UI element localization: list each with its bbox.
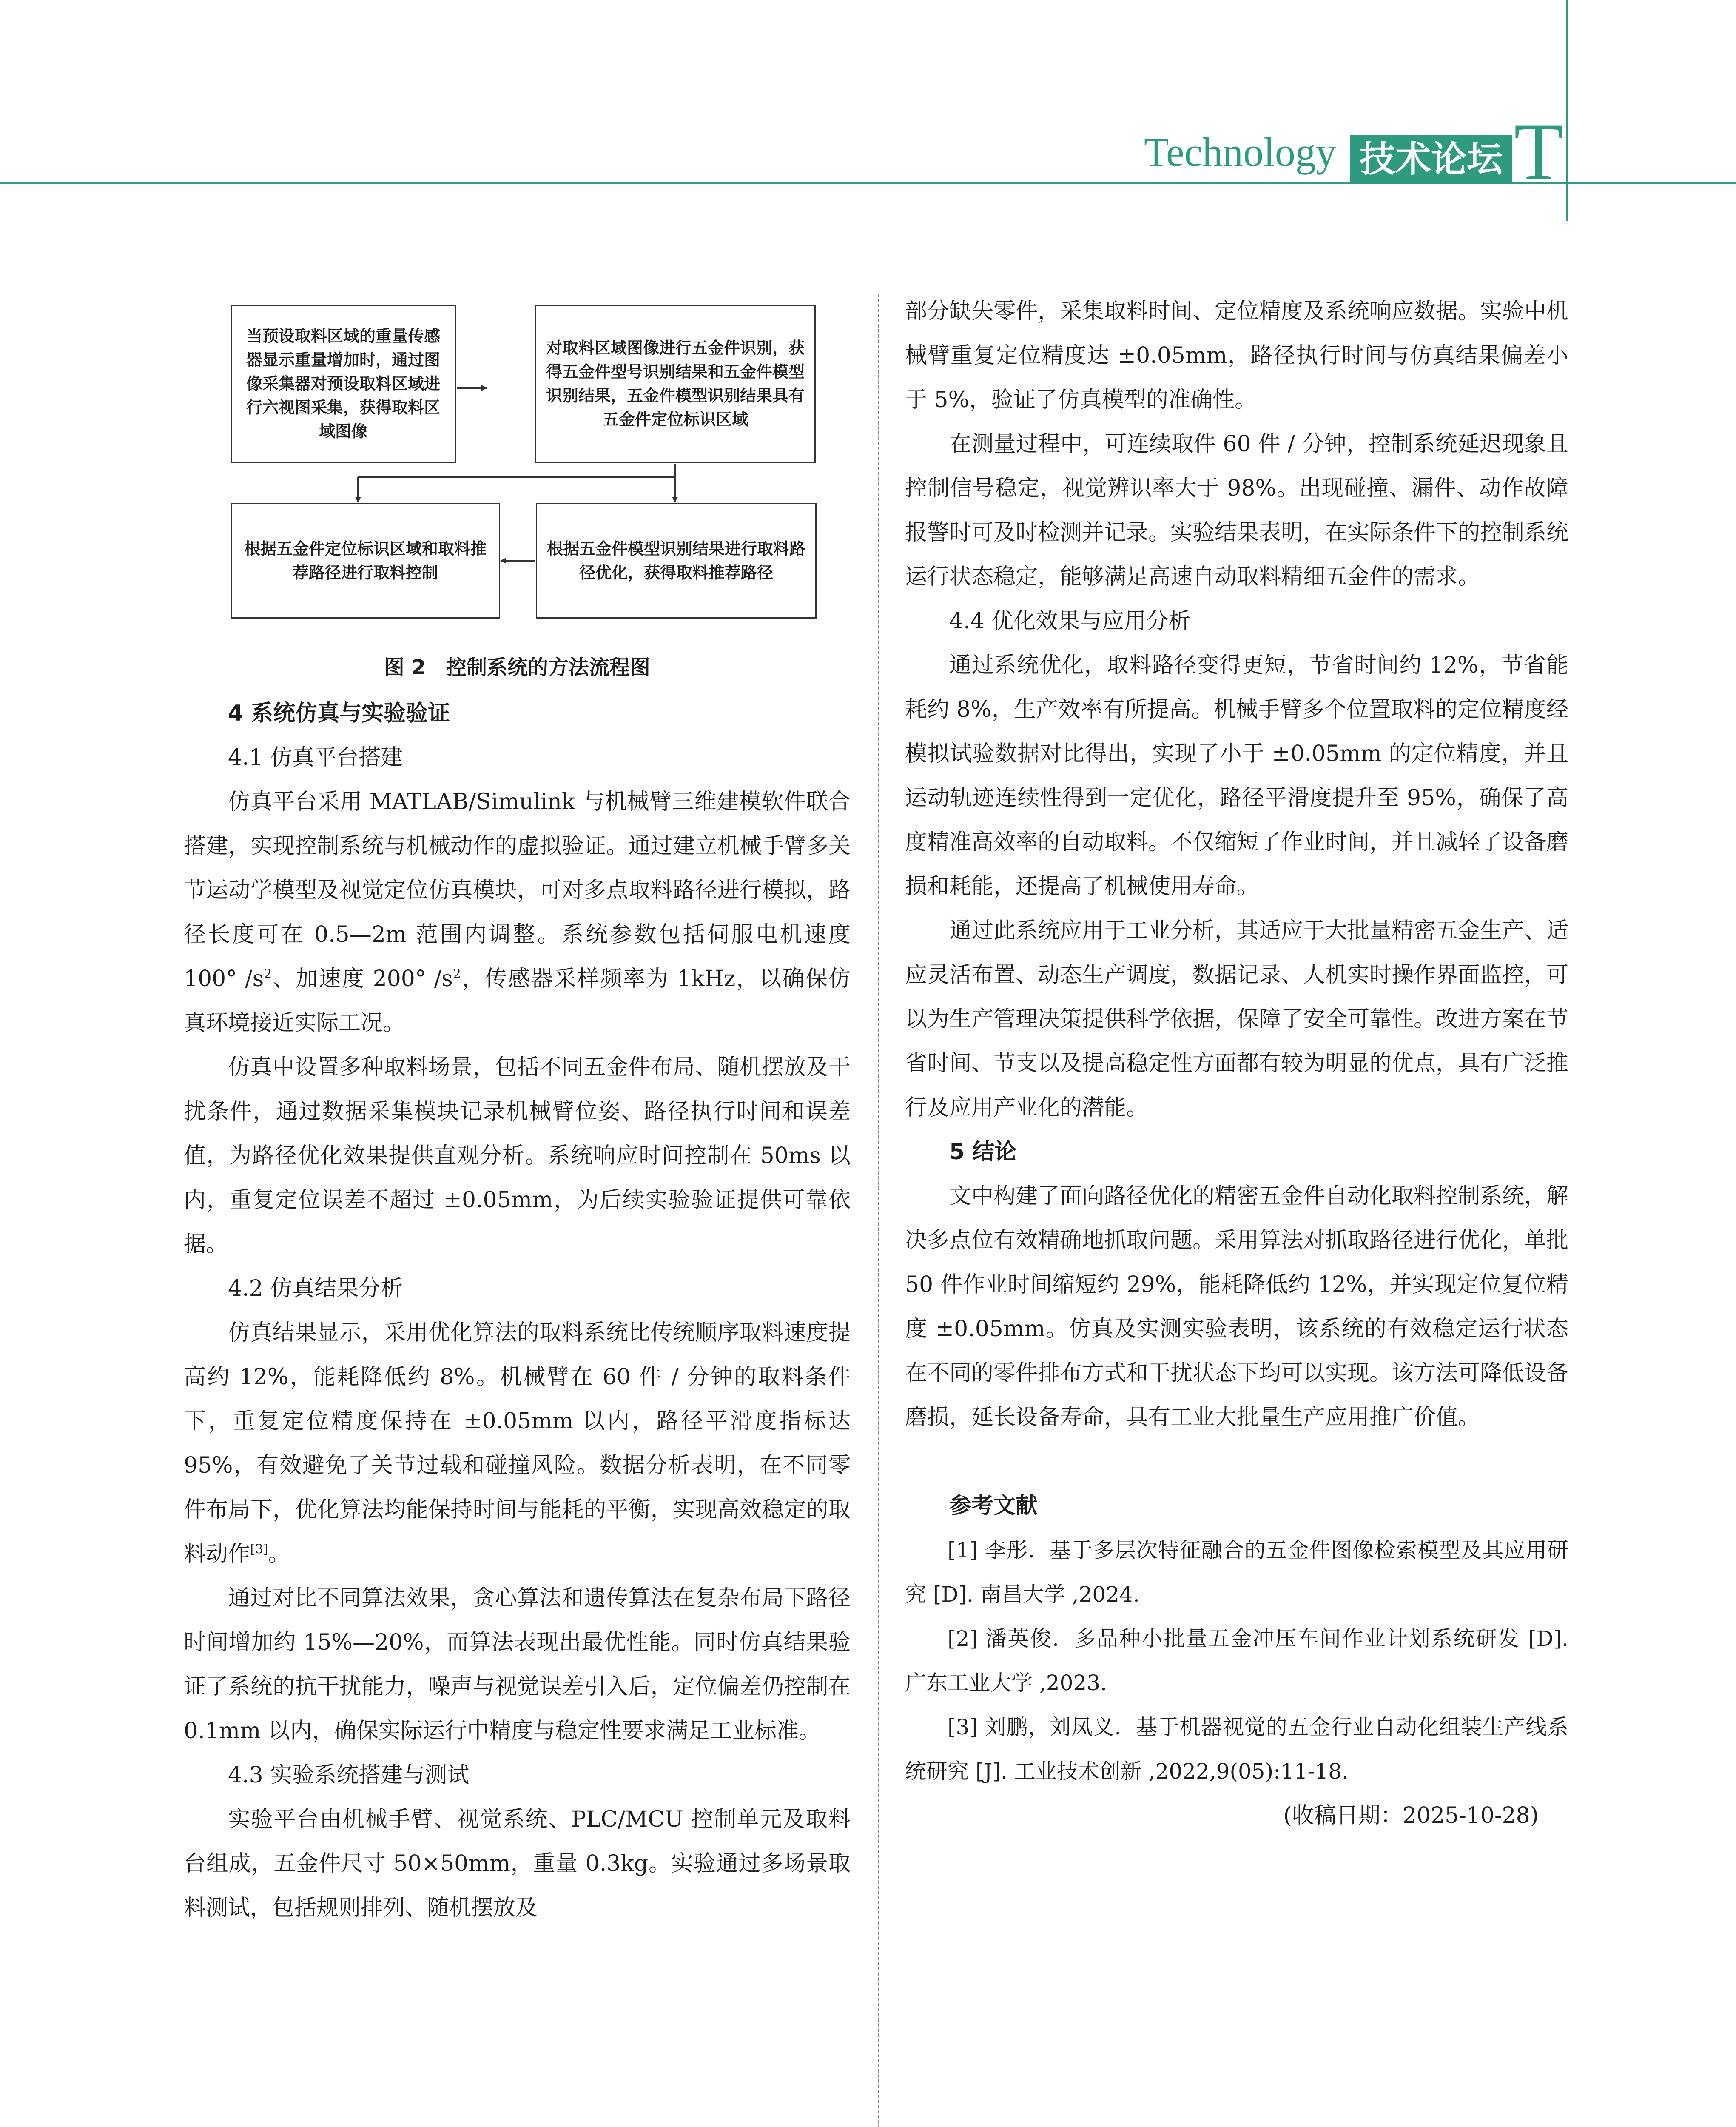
paragraph-4-2-a: 仿真结果显示，采用优化算法的取料系统比传统顺序取料速度提高约 12%，能耗降低约 8%。机械臂在 60 件 / 分钟的取料条件下，重复定位精度保持在 ±0.05mm 以内，路径平滑度指标达 95%，有效避免了关节过载和碰撞风险。数据分析表明，在不同零件布局下，优化算法均能保持时间与能耗的平衡，实现高效稳定的取料动作[3]。	[184, 1320, 851, 1567]
reference-item-2: [2] 潘英俊．多品种小批量五金冲压车间作业计划系统研发 [D]. 广东工业大学 ,2023.	[905, 1626, 1568, 1695]
citation-mark: [3]	[250, 1542, 268, 1557]
subsection-heading-4-3: 4.3 实验系统搭建与测试	[228, 1762, 470, 1788]
subsection-heading-4-1: 4.1 仿真平台搭建	[228, 745, 403, 770]
paragraph-4-3-a: 实验平台由机械手臂、视觉系统、PLC/MCU 控制单元及取料台组成，五金件尺寸 50×50mm，重量 0.3kg。实验通过多场景取料测试，包括规则排列、随机摆放及	[184, 1807, 851, 1921]
flow-box-3: 根据五金件模型识别结果进行取料路径优化，获得取料推荐路径	[536, 503, 817, 619]
paragraph-4-1-b: 仿真中设置多种取料场景，包括不同五金件布局、随机摆放及干扰条件，通过数据采集模块记录机械臂位姿、路径执行时间和误差值，为路径优化效果提供直观分析。系统响应时间控制在 50ms 以内，重复定位误差不超过 ±0.05mm，为后续实验验证提供可靠依据。	[184, 1055, 851, 1257]
left-column	[184, 691, 851, 1930]
header-section-badge: 技术论坛	[1350, 135, 1512, 183]
paragraph-4-2-b: 通过对比不同算法效果，贪心算法和遗传算法在复杂布局下路径时间增加约 15%—20%，而算法表现出最优性能。同时仿真结果验证了系统的抗干扰能力，噪声与视觉误差引入后，定位偏差仍控制在 0.1mm 以内，确保实际运行中精度与稳定性要求满足工业标准。	[184, 1585, 851, 1744]
paragraph-4-4-a: 通过系统优化，取料路径变得更短，节省时间约 12%，节省能耗约 8%，生产效率有所提高。机械手臂多个位置取料的定位精度经模拟试验数据对比得出，实现了小于 ±0.05mm 的定位精度，并且运动轨迹连续性得到一定优化，路径平滑度提升至 95%，确保了高度精准高效率的自动取料。不仅缩短了作业时间，并且减轻了设备磨损和耗能，还提高了机械使用寿命。	[905, 653, 1569, 899]
flowchart	[184, 294, 851, 625]
paragraph-conclusion: 文中构建了面向路径优化的精密五金件自动化取料控制系统，解决多点位有效精确地抓取问题。采用算法对抓取路径进行优化，单批 50 件作业时间缩短约 29%，能耗降低约 12%，并实现定位复位精度 ±0.05mm。仿真及实测实验表明，该系统的有效稳定运行状态在不同的零件排布方式和干扰状态下均可以实现。该方法可降低设备磨损，延长设备寿命，具有工业大批量生产应用推广价值。	[905, 1183, 1569, 1430]
subsection-heading-4-4: 4.4 优化效果与应用分析	[949, 608, 1191, 634]
paragraph-4-3-b: 部分缺失零件，采集取料时间、定位精度及系统响应数据。实验中机械臂重复定位精度达 ±0.05mm，路径执行时间与仿真结果偏差小于 5%，验证了仿真模型的准确性。	[905, 299, 1569, 413]
header-vertical-rule	[1566, 0, 1568, 221]
right-column	[905, 289, 1568, 1838]
paragraph-4-3-c: 在测量过程中，可连续取件 60 件 / 分钟，控制系统延迟现象且控制信号稳定，视觉辨识率大于 98%。出现碰撞、漏件、动作故障报警时可及时检测并记录。实验结果表明，在实际条件下的控制系统运行状态稳定，能够满足高速自动取料精细五金件的需求。	[905, 431, 1569, 590]
header-section-letter: T	[1514, 107, 1564, 197]
header-section-word: Technology	[1144, 129, 1336, 175]
reference-item-3: [3] 刘鹏，刘凤义．基于机器视觉的五金行业自动化组装生产线系统研究 [J]. 工业技术创新 ,2022,9(05):11-18.	[905, 1715, 1568, 1784]
subsection-heading-4-2: 4.2 仿真结果分析	[228, 1276, 403, 1301]
references-title: 参考文献	[949, 1493, 1038, 1519]
flow-box-1: 当预设取料区域的重量传感器显示重量增加时，通过图像采集器对预设取料区域进行六视图采集，获得取料区域图像	[231, 305, 456, 463]
paragraph-4-4-b: 通过此系统应用于工业分析，其适应于大批量精密五金生产、适应灵活布置、动态生产调度，数据记录、人机实时操作界面监控，可以为生产管理决策提供科学依据，保障了安全可靠性。改进方案在节省时间、节支以及提高稳定性方面都有较为明显的优点，具有广泛推行及应用产业化的潜能。	[905, 918, 1569, 1121]
flow-box-4: 根据五金件定位标识区域和取料推荐路径进行取料控制	[231, 503, 500, 619]
reference-item-1: [1] 李彤．基于多层次特征融合的五金件图像检索模型及其应用研究 [D]. 南昌大学 ,2024.	[905, 1538, 1568, 1607]
paragraph-4-1-a: 仿真平台采用 MATLAB/Simulink 与机械臂三维建模软件联合搭建，实现控制系统与机械动作的虚拟验证。通过建立机械手臂多关节运动学模型及视觉定位仿真模块，可对多点取料路径进行模拟，路径长度可在 0.5—2m 范围内调整。系统参数包括伺服电机速度 100° $/s^2$、加速度 200° $/s^2$，传感器采样频率为 1kHz，以确保仿真环境接近实际工况。	[184, 789, 851, 1036]
received-date: (收稿日期：2025-10-28)	[1283, 1803, 1539, 1828]
flow-box-2: 对取料区域图像进行五金件识别，获得五金件型号识别结果和五金件模型识别结果，五金件模型识别结果具有五金件定位标识区域	[535, 305, 816, 463]
section-heading-5: 5 结论	[949, 1139, 1017, 1165]
arrow-box2-to-row2	[358, 464, 675, 477]
column-divider	[878, 294, 879, 2127]
figure-caption: 图 2 控制系统的方法流程图	[384, 656, 651, 679]
section-heading-4: 4 系统仿真与实验验证	[228, 701, 450, 726]
